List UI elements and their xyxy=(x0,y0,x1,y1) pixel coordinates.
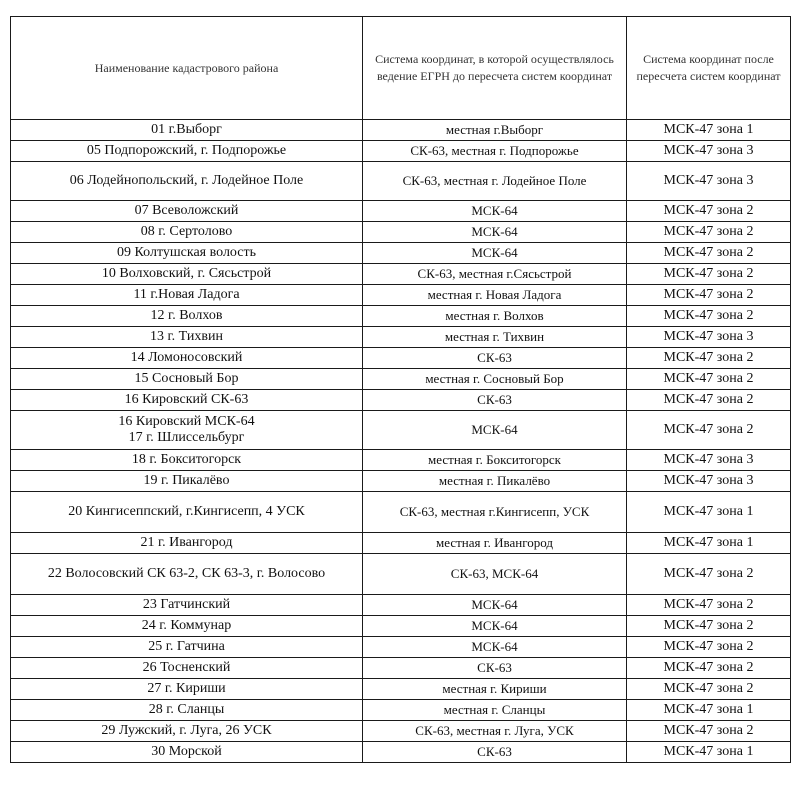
table-row xyxy=(11,141,791,162)
header-system-before: Система координат, в которой осуществлялось ведение ЕГРН до пересчета систем координат xyxy=(363,17,627,120)
cell-district: 13 г. Тихвин xyxy=(11,327,363,348)
cell-system-before: МСК-64 xyxy=(363,243,627,264)
cell-system-after: МСК-47 зона 2 xyxy=(627,264,791,285)
table-body xyxy=(11,120,791,763)
cell-system-before: МСК-64 xyxy=(363,201,627,222)
cell-district: 01 г.Выборг xyxy=(11,120,363,141)
table-row xyxy=(11,533,791,554)
cell-system-before: СК-63, местная г.Кингисепп, УСК xyxy=(363,492,627,533)
cell-system-before: МСК-64 xyxy=(363,637,627,658)
cell-system-after: МСК-47 зона 2 xyxy=(627,222,791,243)
table-row xyxy=(11,369,791,390)
table-row xyxy=(11,285,791,306)
table-row xyxy=(11,450,791,471)
cell-system-before: местная г. Волхов xyxy=(363,306,627,327)
cell-system-before: СК-63, местная г. Лодейное Поле xyxy=(363,162,627,201)
cell-system-after: МСК-47 зона 1 xyxy=(627,700,791,721)
table-row xyxy=(11,201,791,222)
cell-district: 29 Лужский, г. Луга, 26 УСК xyxy=(11,721,363,742)
table-row xyxy=(11,264,791,285)
table-row xyxy=(11,616,791,637)
cell-system-after: МСК-47 зона 1 xyxy=(627,120,791,141)
cell-system-after: МСК-47 зона 3 xyxy=(627,141,791,162)
cell-system-before: МСК-64 xyxy=(363,616,627,637)
table-row xyxy=(11,348,791,369)
cell-system-after: МСК-47 зона 1 xyxy=(627,533,791,554)
cell-system-before: СК-63 xyxy=(363,348,627,369)
cell-district: 05 Подпорожский, г. Подпорожье xyxy=(11,141,363,162)
cell-district: 20 Кингисеппский, г.Кингисепп, 4 УСК xyxy=(11,492,363,533)
cell-system-before: местная г. Пикалёво xyxy=(363,471,627,492)
cell-district: 15 Сосновый Бор xyxy=(11,369,363,390)
cell-system-before: СК-63, местная г.Сясьстрой xyxy=(363,264,627,285)
table-row xyxy=(11,390,791,411)
table-row xyxy=(11,243,791,264)
table-row xyxy=(11,162,791,201)
cell-system-before: местная г. Бокситогорск xyxy=(363,450,627,471)
cell-system-after: МСК-47 зона 2 xyxy=(627,616,791,637)
cell-system-before: МСК-64 xyxy=(363,222,627,243)
cell-district: 10 Волховский, г. Сясьстрой xyxy=(11,264,363,285)
cell-system-after: МСК-47 зона 2 xyxy=(627,411,791,450)
table-row xyxy=(11,721,791,742)
document-page xyxy=(10,16,790,763)
cell-system-after: МСК-47 зона 1 xyxy=(627,742,791,763)
cell-district: 12 г. Волхов xyxy=(11,306,363,327)
cell-system-after: МСК-47 зона 2 xyxy=(627,243,791,264)
cell-district: 11 г.Новая Ладога xyxy=(11,285,363,306)
header-system-after: Система координат после пересчета систем координат xyxy=(627,17,791,120)
table-row xyxy=(11,679,791,700)
cell-system-after: МСК-47 зона 2 xyxy=(627,285,791,306)
cell-system-before: местная г. Тихвин xyxy=(363,327,627,348)
cell-district: 16 Кировский СК-63 xyxy=(11,390,363,411)
cell-system-after: МСК-47 зона 2 xyxy=(627,390,791,411)
cell-system-after: МСК-47 зона 2 xyxy=(627,554,791,595)
cell-district: 07 Всеволожский xyxy=(11,201,363,222)
cell-district: 22 Волосовский СК 63-2, СК 63-3, г. Волосово xyxy=(11,554,363,595)
cell-system-before: СК-63 xyxy=(363,658,627,679)
header-district: Наименование кадастрового района xyxy=(11,17,363,120)
cell-system-after: МСК-47 зона 2 xyxy=(627,637,791,658)
cell-system-after: МСК-47 зона 3 xyxy=(627,471,791,492)
cell-system-before: местная г. Сланцы xyxy=(363,700,627,721)
coordinate-systems-table xyxy=(10,16,791,763)
table-row xyxy=(11,492,791,533)
cell-district: 24 г. Коммунар xyxy=(11,616,363,637)
cell-district: 14 Ломоносовский xyxy=(11,348,363,369)
cell-district: 28 г. Сланцы xyxy=(11,700,363,721)
table-row xyxy=(11,306,791,327)
table-header xyxy=(11,17,791,120)
table-row xyxy=(11,742,791,763)
cell-district: 06 Лодейнопольский, г. Лодейное Поле xyxy=(11,162,363,201)
cell-system-before: СК-63, местная г. Луга, УСК xyxy=(363,721,627,742)
cell-district: 23 Гатчинский xyxy=(11,595,363,616)
cell-system-after: МСК-47 зона 2 xyxy=(627,369,791,390)
cell-system-before: СК-63 xyxy=(363,742,627,763)
table-row xyxy=(11,700,791,721)
cell-system-after: МСК-47 зона 1 xyxy=(627,492,791,533)
cell-district: 21 г. Ивангород xyxy=(11,533,363,554)
cell-system-before: местная г. Кириши xyxy=(363,679,627,700)
cell-district: 27 г. Кириши xyxy=(11,679,363,700)
cell-system-before: местная г. Новая Ладога xyxy=(363,285,627,306)
cell-district: 08 г. Сертолово xyxy=(11,222,363,243)
cell-system-before: местная г. Ивангород xyxy=(363,533,627,554)
cell-system-after: МСК-47 зона 2 xyxy=(627,679,791,700)
table-row xyxy=(11,554,791,595)
cell-system-before: МСК-64 xyxy=(363,595,627,616)
cell-district: 09 Колтушская волость xyxy=(11,243,363,264)
cell-system-after: МСК-47 зона 2 xyxy=(627,348,791,369)
cell-system-before: местная г.Выборг xyxy=(363,120,627,141)
table-row xyxy=(11,222,791,243)
table-row xyxy=(11,595,791,616)
table-row xyxy=(11,637,791,658)
cell-district: 18 г. Бокситогорск xyxy=(11,450,363,471)
cell-system-after: МСК-47 зона 2 xyxy=(627,201,791,222)
cell-district: 25 г. Гатчина xyxy=(11,637,363,658)
cell-system-after: МСК-47 зона 3 xyxy=(627,327,791,348)
table-row xyxy=(11,658,791,679)
cell-system-before: МСК-64 xyxy=(363,411,627,450)
cell-system-after: МСК-47 зона 2 xyxy=(627,306,791,327)
cell-district: 30 Морской xyxy=(11,742,363,763)
cell-system-after: МСК-47 зона 3 xyxy=(627,162,791,201)
cell-district: 16 Кировский МСК-64 17 г. Шлиссельбург xyxy=(11,411,363,450)
cell-system-before: СК-63 xyxy=(363,390,627,411)
header-row xyxy=(11,17,791,120)
cell-district: 19 г. Пикалёво xyxy=(11,471,363,492)
cell-system-after: МСК-47 зона 2 xyxy=(627,721,791,742)
table-row xyxy=(11,471,791,492)
table-row xyxy=(11,327,791,348)
cell-system-after: МСК-47 зона 2 xyxy=(627,658,791,679)
cell-system-after: МСК-47 зона 3 xyxy=(627,450,791,471)
table-row xyxy=(11,411,791,450)
cell-system-before: СК-63, МСК-64 xyxy=(363,554,627,595)
cell-system-after: МСК-47 зона 2 xyxy=(627,595,791,616)
cell-system-before: СК-63, местная г. Подпорожье xyxy=(363,141,627,162)
cell-system-before: местная г. Сосновый Бор xyxy=(363,369,627,390)
cell-district: 26 Тосненский xyxy=(11,658,363,679)
table-row xyxy=(11,120,791,141)
